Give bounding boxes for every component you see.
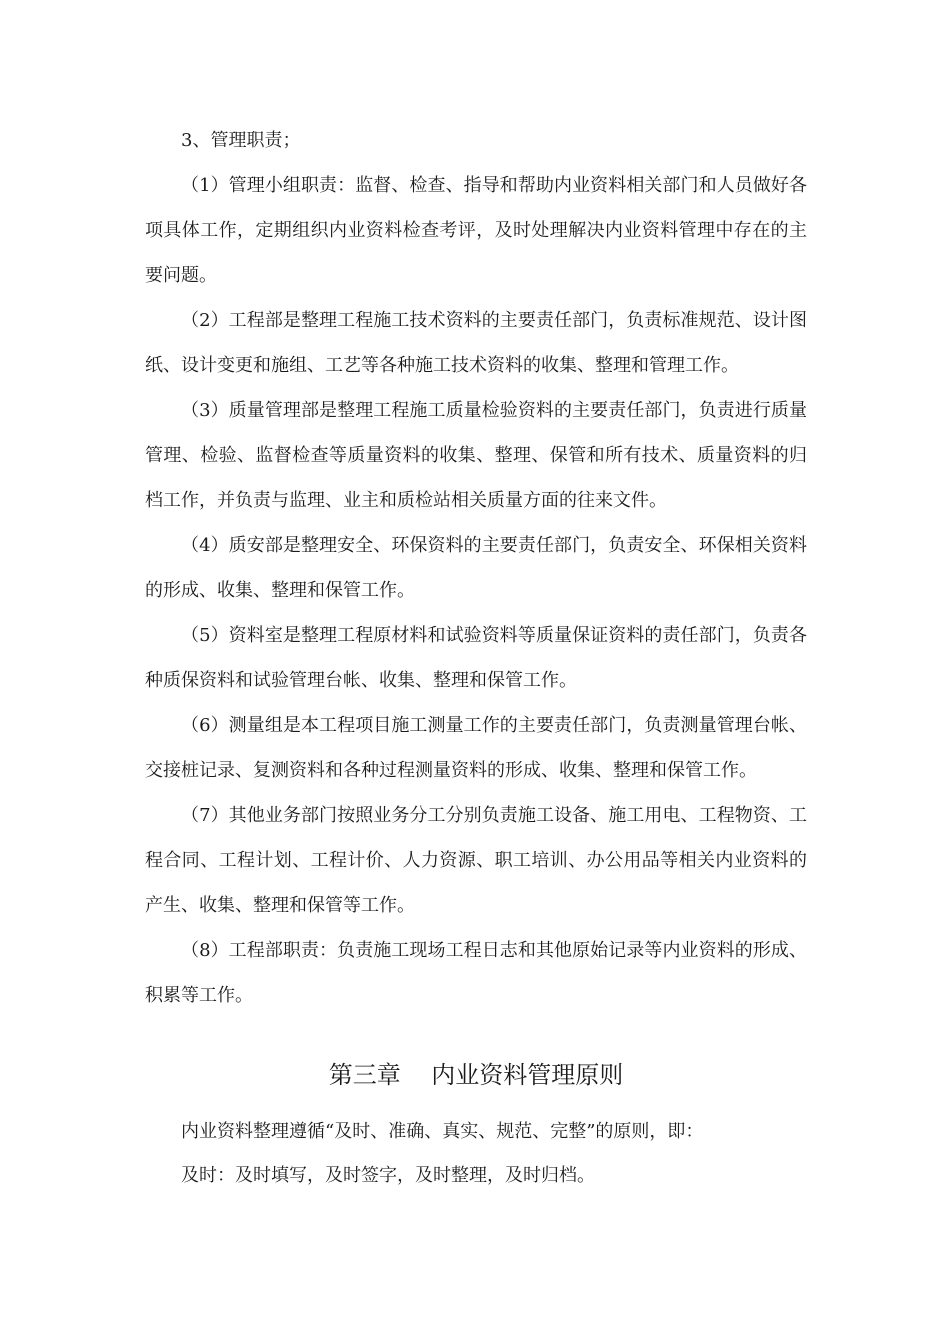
duty-item-6: （6）测量组是本工程项目施工测量工作的主要责任部门，负责测量管理台帐、交接桩记录、复测资料和各种过程测量资料的形成、收集、整理和保管工作。 bbox=[145, 715, 807, 781]
duty-item-8: （8）工程部职责：负责施工现场工程日志和其他原始记录等内业资料的形成、积累等工作。 bbox=[145, 940, 807, 1006]
document-page bbox=[145, 118, 807, 1198]
duty-item-4: （4）质安部是整理安全、环保资料的主要责任部门，负责安全、环保相关资料的形成、收集、整理和保管工作。 bbox=[145, 535, 807, 601]
principle-timely: 及时：及时填写，及时签字，及时整理，及时归档。 bbox=[181, 1165, 595, 1186]
chapter-intro: 内业资料整理遵循“及时、准确、真实、规范、完整”的原则，即： bbox=[181, 1121, 704, 1142]
duty-item-7: （7）其他业务部门按照业务分工分别负责施工设备、施工用电、工程物资、工程合同、工程计划、工程计价、人力资源、职工培训、办公用品等相关内业资料的产生、收集、整理和保管等工作。 bbox=[145, 805, 807, 916]
chapter-title: 第三章 内业资料管理原则 bbox=[328, 1061, 624, 1089]
duty-item-3: （3）质量管理部是整理工程施工质量检验资料的主要责任部门，负责进行质量管理、检验、监督检查等质量资料的收集、整理、保管和所有技术、质量资料的归档工作，并负责与监理、业主和质检站相关质量方面的往来文件。 bbox=[145, 400, 807, 511]
duty-item-2: （2）工程部是整理工程施工技术资料的主要责任部门，负责标准规范、设计图纸、设计变更和施组、工艺等各种施工技术资料的收集、整理和管理工作。 bbox=[145, 310, 807, 376]
section-heading: 3、管理职责； bbox=[181, 130, 301, 151]
duty-item-5: （5）资料室是整理工程原材料和试验资料等质量保证资料的责任部门，负责各种质保资料和试验管理台帐、收集、整理和保管工作。 bbox=[145, 625, 807, 691]
duty-item-1: （1）管理小组职责：监督、检查、指导和帮助内业资料相关部门和人员做好各项具体工作，定期组织内业资料检查考评，及时处理解决内业资料管理中存在的主要问题。 bbox=[145, 175, 807, 286]
